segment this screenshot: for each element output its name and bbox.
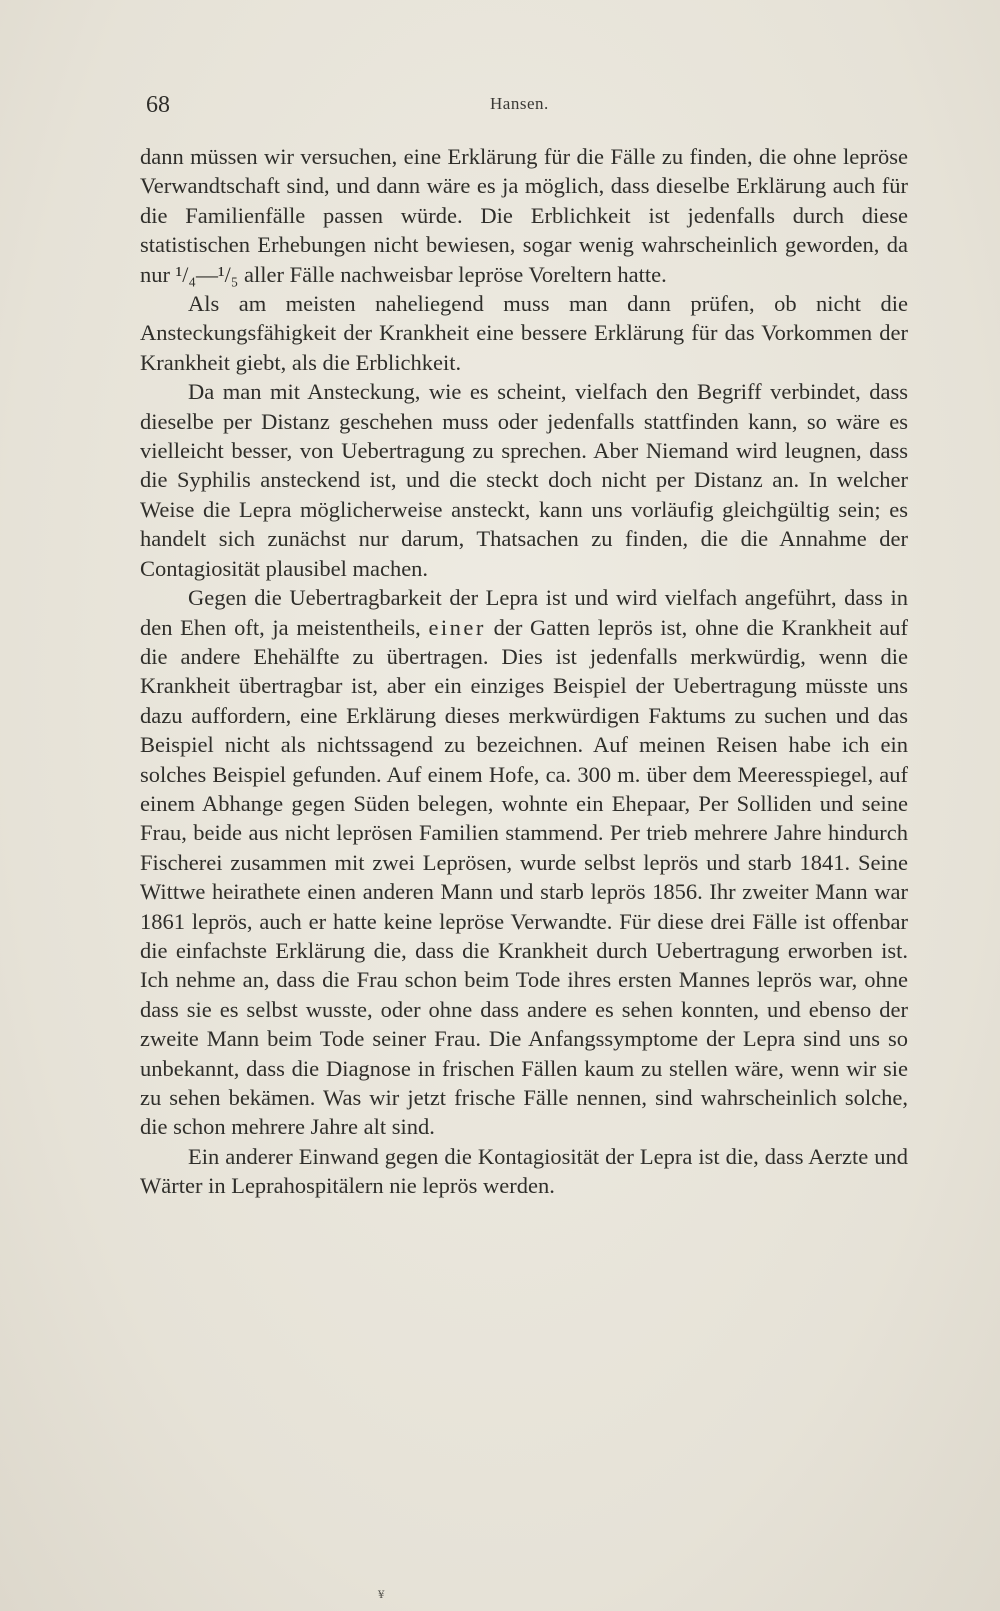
emphasized-word: einer: [428, 614, 486, 640]
page-header: [146, 88, 906, 128]
paragraph-2: Als am meisten naheliegend muss man dann prüfen, ob nicht die Ansteckungsfähigkeit der Krankheit eine bessere Erklärung für das Vorkommen der Krankheit giebt, als die Erblichkeit.: [140, 291, 908, 375]
printer-mark: ¥: [378, 1590, 385, 1601]
paragraph-1-text: dann müssen wir versuchen, eine Erklärung für die Fälle zu finden, die ohne lepröse Verwandtschaft sind, und dann wäre es ja möglich, dass dieselbe Erklärung auch für die Familienfälle passen würde. Die Erblichkeit ist jedenfalls durch diese statistischen Erhebungen nicht bewiesen, sogar wenig wahrscheinlich geworden, da nur: [140, 144, 908, 287]
body-text: [140, 142, 908, 1201]
running-head: Hansen.: [490, 94, 549, 113]
paragraph-1: [140, 142, 908, 289]
paragraph-3: Da man mit Ansteckung, wie es scheint, vielfach den Begriff verbindet, dass dieselbe per Distanz geschehen muss oder jedenfalls stattfinden kann, so wäre es vielleicht besser, von Uebertragung zu sprechen. Aber Niemand wird leugnen, dass die Syphilis ansteckend ist, und die steckt doch nicht per Distanz an. In welcher Weise die Lepra möglicherweise ansteckt, kann uns vorläufig gleichgültig sein; es handelt sich zunächst nur darum, Thatsachen zu finden, die die Annahme der Contagiosität plausibel machen.: [140, 379, 908, 581]
fraction: ¹/₄—¹/₅: [175, 261, 239, 287]
paragraph-4-rest: der Gatten leprös ist, ohne die Krankheit auf die andere Ehehälfte zu übertragen. Dies ist jedenfalls merkwürdig, wenn die Krankheit übertragbar ist, aber ein einziges Beispiel der Uebertragung müsste uns dazu auffordern, eine Erklärung dieses merkwürdigen Faktums zu suchen und das Beispiel nicht als nichtssagend zu bezeichnen. Auf meinen Reisen habe ich ein solches Beispiel gefunden. Auf einem Hofe, ca. 300 m. über dem Meeresspiegel, auf einem Abhange gegen Süden belegen, wohnte ein Ehepaar, Per Solliden und seine Frau, beide aus nicht leprösen Familien stammend. Per trieb mehrere Jahre hindurch Fischerei zusammen mit zwei Leprösen, wurde selbst leprös und starb 1841. Seine Wittwe heirathete einen anderen Mann und starb leprös 1856. Ihr zweiter Mann war 1861 leprös, auch er hatte keine lepröse Verwandte. Für diese drei Fälle ist offenbar die einfachste Erklärung die, dass die Krankheit durch Uebertragung erworben ist. Ich nehme an, dass die Frau schon beim Tode ihres ersten Mannes leprös war, ohne dass sie es selbst wusste, oder ohne dass andere es sehen konnten, und ebenso der zweite Mann beim Tode seiner Frau. Die Anfangssymptome der Lepra sind uns so unbekannt, dass die Diagnose in frischen Fällen kaum zu stellen wäre, wenn wir sie zu sehen bekämen. Was wir jetzt frische Fälle nennen, sind wahrscheinlich solche, die schon mehrere Jahre alt sind.: [140, 614, 909, 1140]
page-number: 68: [146, 92, 170, 118]
paragraph-4: [140, 583, 908, 1142]
paragraph-1-end: aller Fälle nachweisbar lepröse Voreltern hatte.: [244, 261, 667, 287]
paragraph-5: Ein anderer Einwand gegen die Kontagiosität der Lepra ist die, dass Aerzte und Wärter in Leprahospitälern nie leprös werden.: [140, 1143, 908, 1199]
paragraph-4-start: Gegen die Uebertragbarkeit der Lepra ist und wird vielfach angeführt, dass in den Ehen oft, ja meistentheils,: [140, 585, 908, 640]
